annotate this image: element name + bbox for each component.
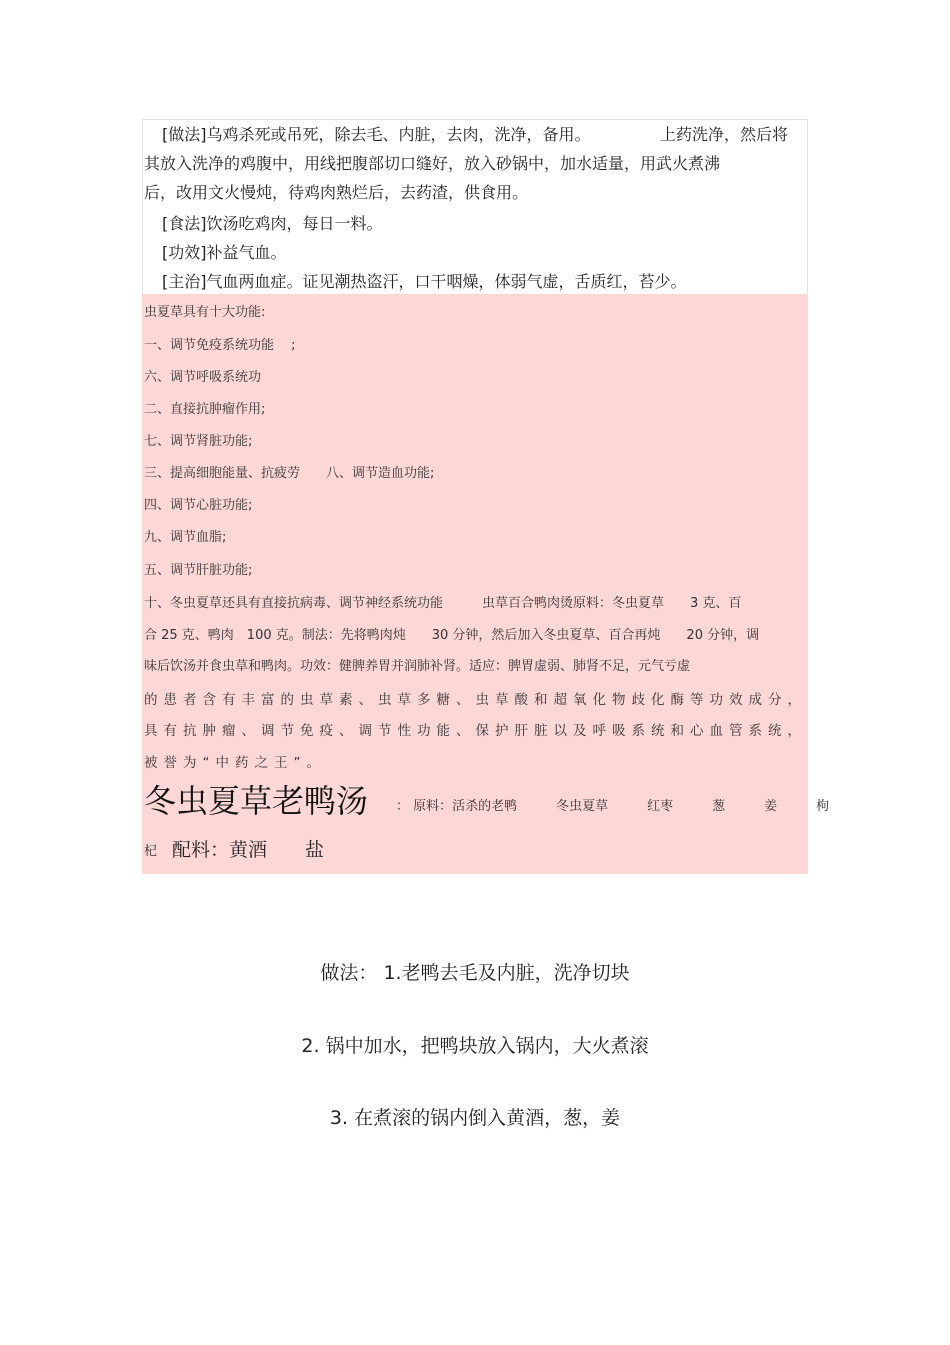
- cordyceps-para-line: 合 25 克、鸭肉 100 克。制法：先将鸭肉炖 30 分钟，然后加入冬虫夏草、百合再炖 20 分钟，调: [144, 628, 760, 643]
- cordyceps-desc-line: 被誉为“中药之王”。: [144, 755, 326, 771]
- recipe-eating: [食法]饮汤吃鸡肉，每日一料。: [162, 214, 383, 233]
- cordyceps-desc-line: 的患者含有丰富的虫草素、虫草多糖、虫草酸和超氧化物歧化酶等功效成分，: [144, 692, 802, 708]
- function-item: 四、调节心脏功能;: [144, 498, 253, 513]
- recipe-method-line2: 其放入洗净的鸡腹中，用线把腹部切口缝好，放入砂锅中，加水适量，用武火煮沸: [144, 154, 721, 173]
- function-item: 二、直接抗肿瘤作用;: [144, 402, 266, 417]
- duck-soup-seasoning: 配料：黄酒 盐: [172, 839, 325, 861]
- step-2: 2. 锅中加水，把鸭块放入锅内，大火煮滚: [301, 1035, 649, 1057]
- cordyceps-desc-line: 具有抗肿瘤、调节免疫、调节性功能、保护肝脏以及呼吸系统和心血管系统，: [144, 723, 802, 739]
- recipe-method-line1: [做法]乌鸡杀死或吊死，除去毛、内脏，去肉，洗净，备用。: [162, 125, 591, 144]
- function-item: 六、调节呼吸系统功: [144, 370, 262, 385]
- cordyceps-para-line: 味后饮汤并食虫草和鸭肉。功效：健脾养胃并润肺补肾。适应：脾胃虚弱、肺肾不足，元气亏虚: [144, 659, 691, 674]
- function-item: 三、提高细胞能量、抗疲劳 八、调节造血功能;: [144, 466, 435, 481]
- function-item: 五、调节肝脏功能;: [144, 563, 253, 578]
- recipe-method-line3: 后，改用文火慢炖，待鸡肉熟烂后，去药渣，供食用。: [144, 183, 529, 202]
- duck-soup-ingredients-end: 杞: [144, 844, 158, 859]
- function-item: 一、调节免疫系统功能 ;: [144, 338, 296, 353]
- function-item: 九、调节血脂;: [144, 530, 227, 545]
- duck-soup-ingredients: ： 原料：活杀的老鸭 冬虫夏草 红枣 葱 姜 枸: [396, 799, 830, 814]
- step-3: 3. 在煮滚的锅内倒入黄酒，葱，姜: [329, 1107, 621, 1129]
- recipe-method-line1-cont: 上药洗净，然后将: [660, 125, 789, 144]
- recipe-effect: [功效]补益气血。: [162, 243, 287, 262]
- step-1: 做法： 1.老鸭去毛及内脏，洗净切块: [320, 962, 630, 984]
- cordyceps-para-line: 十、冬虫夏草还具有直接抗病毒、调节神经系统功能 虫草百合鸭肉烫原料：冬虫夏草 3 克、百: [144, 596, 742, 611]
- recipe-indication: [主治]气血两血症。证见潮热盗汗，口干咽燥，体弱气虚，舌质红，苔少。: [162, 272, 687, 291]
- function-item: 七、调节肾脏功能;: [144, 434, 253, 449]
- functions-heading: 虫夏草具有十大功能:: [144, 305, 266, 320]
- duck-soup-title: 冬虫夏草老鸭汤: [144, 782, 369, 820]
